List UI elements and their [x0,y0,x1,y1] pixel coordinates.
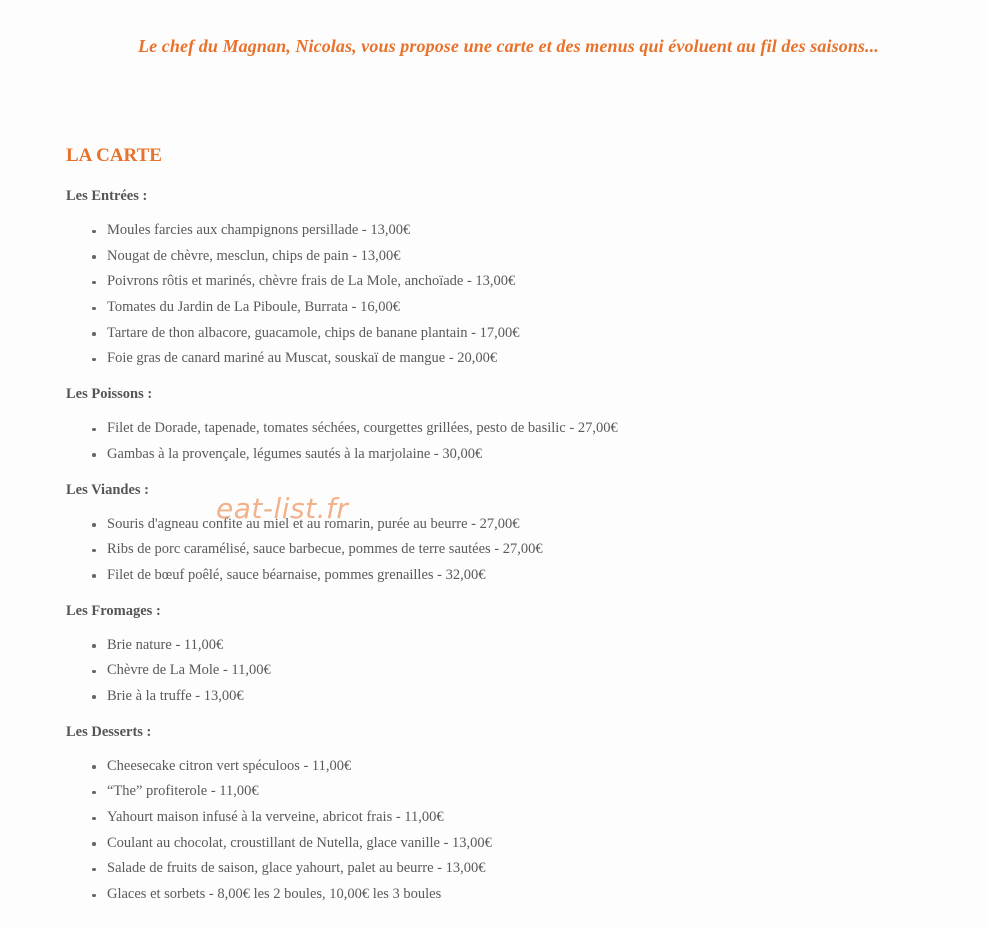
menu-card [66,144,946,920]
section-title: Les Poissons : [66,386,153,403]
dish-item: Souris d'agneau confite au miel et au romarin, purée au beurre - 27,00€ [92,512,946,538]
menu-title: LA CARTE [66,145,162,166]
dish-item: “The” profiterole - 11,00€ [92,779,946,805]
dish-item: Tartare de thon albacore, guacamole, chips de banane plantain - 17,00€ [92,321,946,347]
dish-item: Gambas à la provençale, légumes sautés à la marjolaine - 30,00€ [92,442,946,468]
dish-item: Coulant au chocolat, croustillant de Nutella, glace vanille - 13,00€ [92,831,946,857]
dish-list [66,754,946,908]
menu-section-fromages [66,601,946,710]
dish-item: Cheesecake citron vert spéculoos - 11,00€ [92,754,946,780]
dish-list [66,416,946,467]
section-title: Les Entrées : [66,188,148,204]
section-title: Les Fromages : [66,602,161,619]
dish-item: Chèvre de La Mole - 11,00€ [92,658,946,684]
dish-item: Nougat de chèvre, mesclun, chips de pain - 13,00€ [92,244,946,270]
dish-item: Brie à la truffe - 13,00€ [92,684,946,710]
dish-item: Moules farcies aux champignons persillade - 13,00€ [92,218,946,244]
watermark: eat-list.fr [216,492,349,525]
dish-item: Yahourt maison infusé à la verveine, abricot frais - 11,00€ [92,805,946,831]
page-tagline: Le chef du Magnan, Nicolas, vous propose une carte et des menus qui évoluent au fil des saisons... [138,36,879,56]
dish-item: Glaces et sorbets - 8,00€ les 2 boules, 10,00€ les 3 boules [92,882,946,908]
dish-item: Ribs de porc caramélisé, sauce barbecue, pommes de terre sautées - 27,00€ [92,537,946,563]
dish-item: Brie nature - 11,00€ [92,633,946,659]
dish-list [66,633,946,710]
dish-item: Filet de Dorade, tapenade, tomates séchées, courgettes grillées, pesto de basilic - 27,00€ [92,416,946,442]
menu-section-viandes [66,480,946,589]
dish-item: Tomates du Jardin de La Piboule, Burrata - 16,00€ [92,295,946,321]
dish-item: Poivrons rôtis et marinés, chèvre frais de La Mole, anchoïade - 13,00€ [92,269,946,295]
dish-list [66,218,946,372]
dish-item: Foie gras de canard mariné au Muscat, souskaï de mangue - 20,00€ [92,346,946,372]
section-title: Les Desserts : [66,723,152,740]
menu-section-entrees [66,186,946,372]
menu-section-poissons [66,384,946,467]
dish-item: Salade de fruits de saison, glace yahourt, palet au beurre - 13,00€ [92,856,946,882]
menu-section-desserts [66,722,946,908]
dish-item: Filet de bœuf poêlé, sauce béarnaise, pommes grenailles - 32,00€ [92,563,946,589]
dish-list [66,512,946,589]
section-title: Les Viandes : [66,481,149,498]
